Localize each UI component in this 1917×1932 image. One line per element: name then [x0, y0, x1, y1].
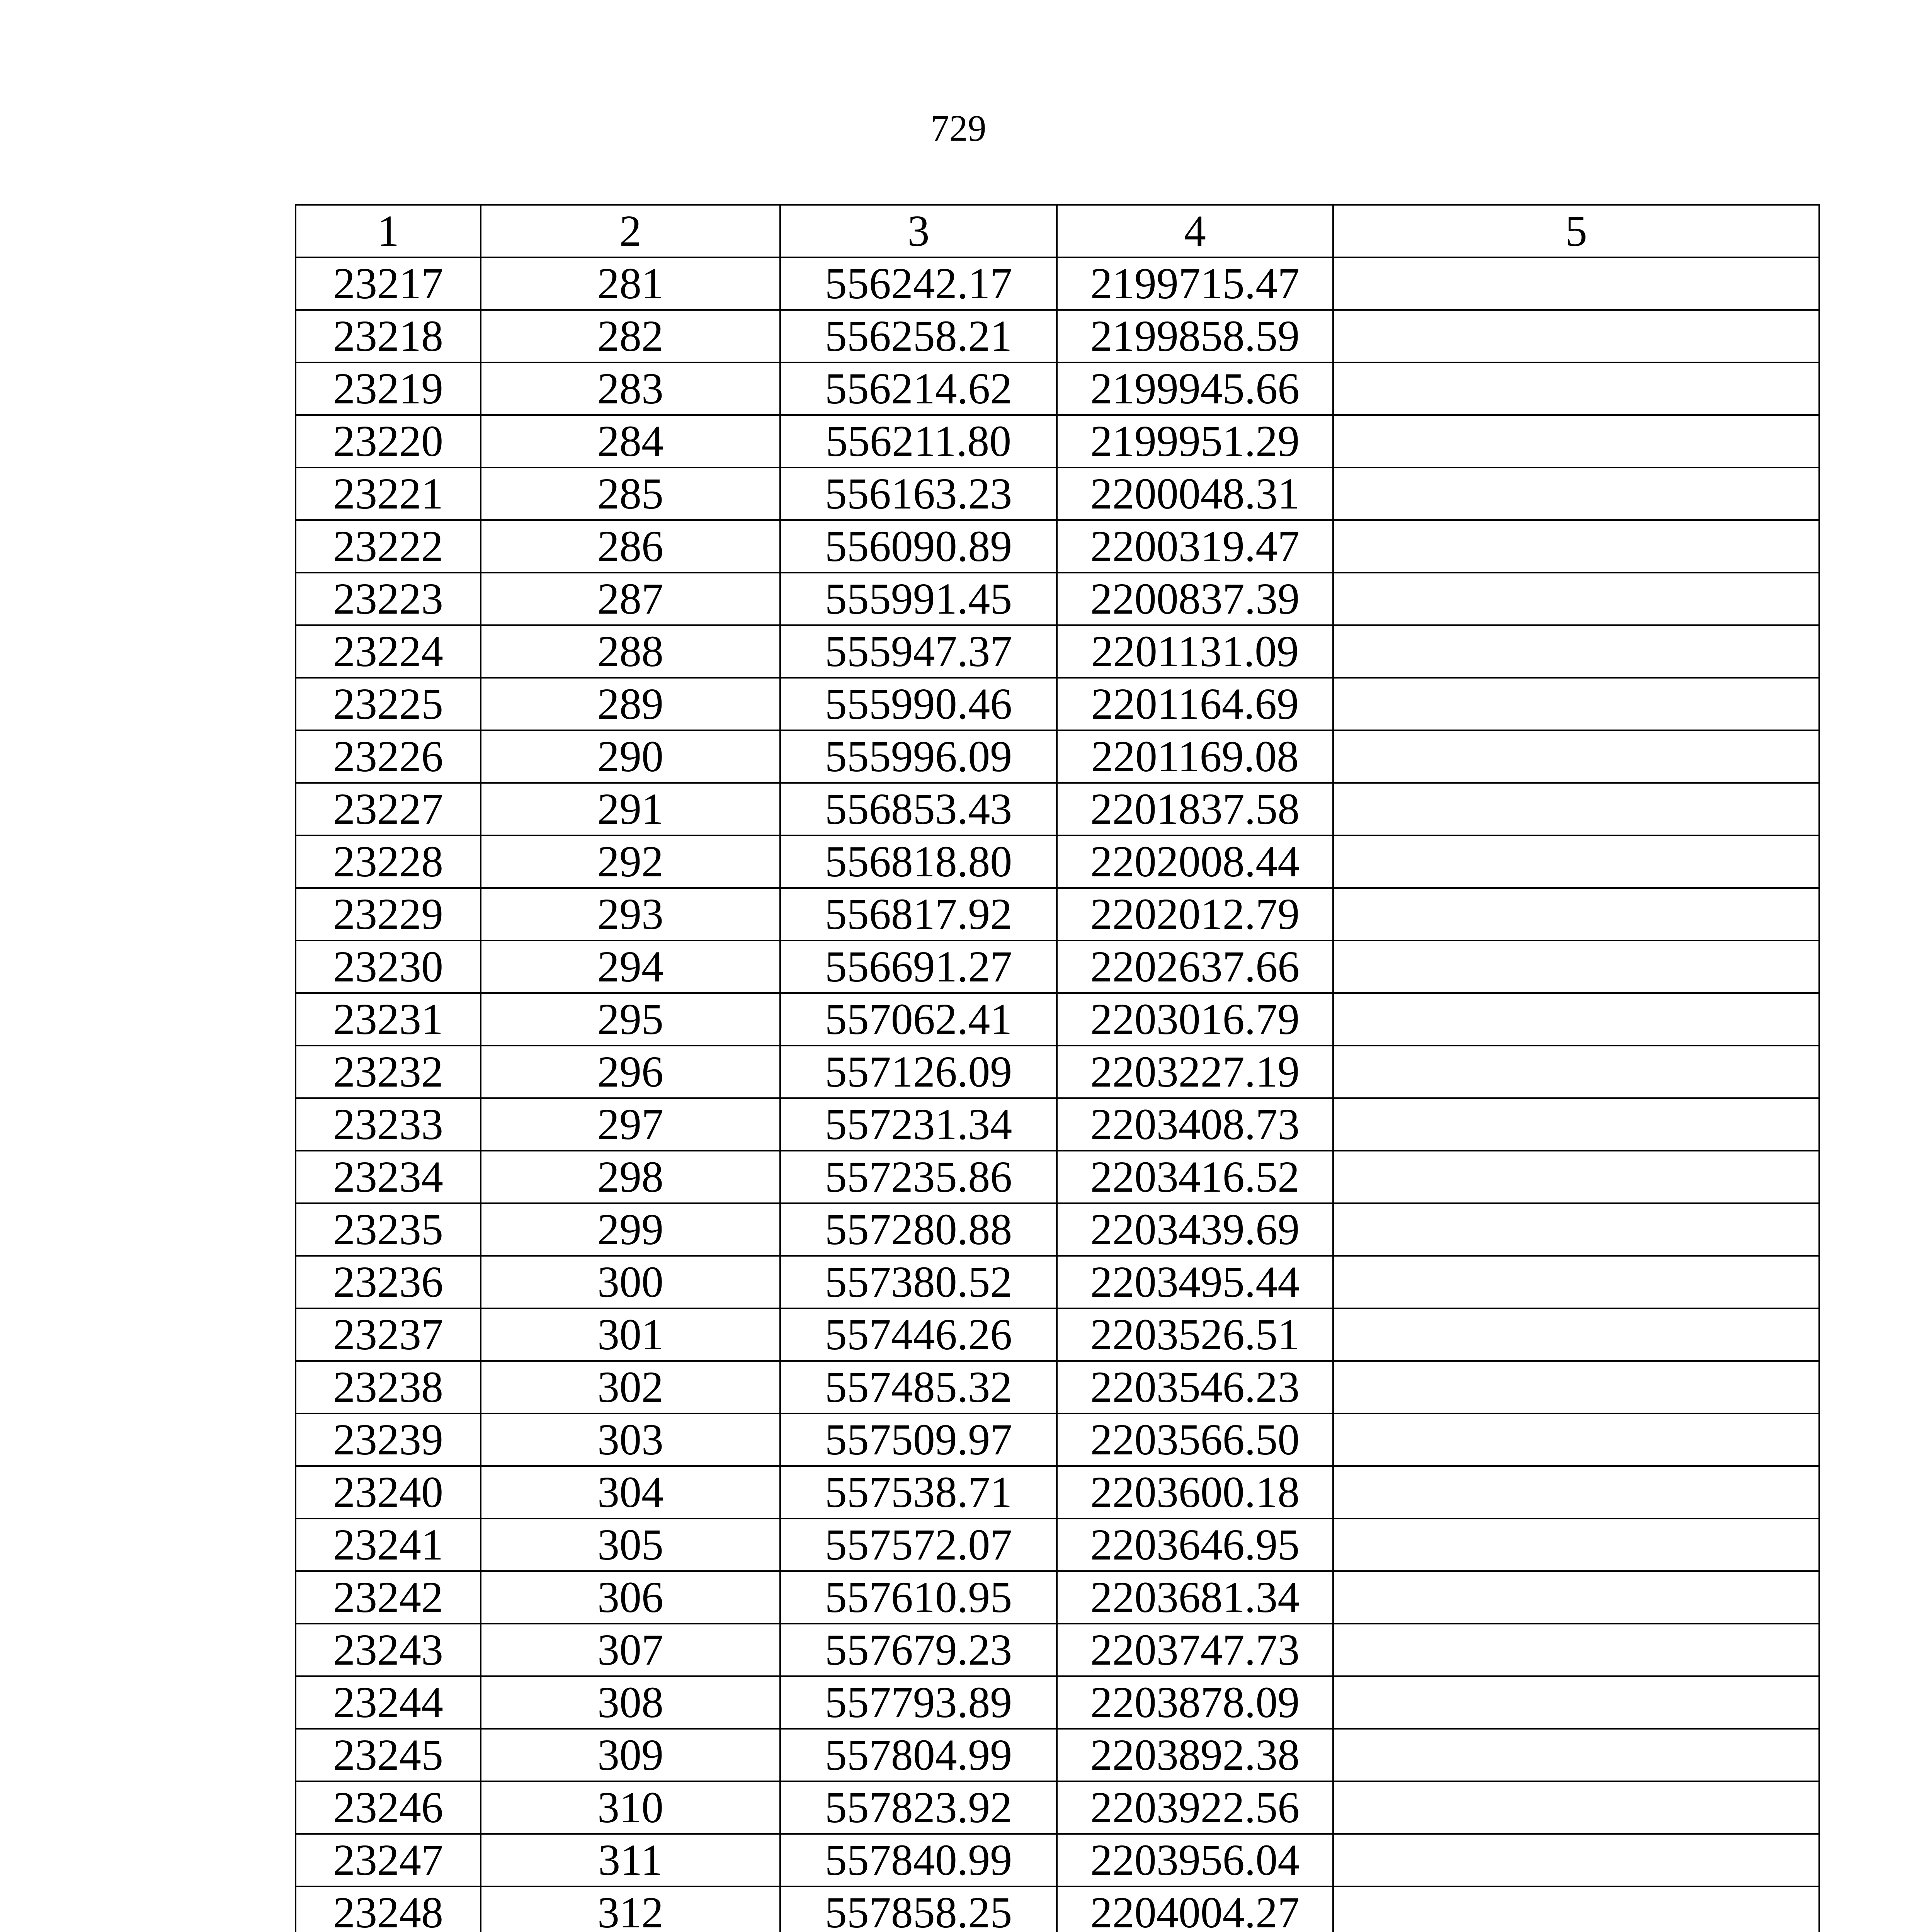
table-cell-col-5 — [1333, 678, 1819, 730]
table-cell-col-5 — [1333, 415, 1819, 468]
table-cell-col-2: 303 — [481, 1413, 780, 1466]
table-cell-col-3: 556853.43 — [780, 783, 1057, 835]
table-cell-col-5 — [1333, 1571, 1819, 1624]
table-cell-col-2: 297 — [481, 1098, 780, 1151]
table-row — [296, 1466, 1819, 1519]
table-cell-col-4: 2203495.44 — [1057, 1256, 1333, 1308]
table-cell-col-1: 23245 — [296, 1729, 481, 1781]
header-row — [296, 205, 1819, 257]
table-cell-col-4: 2203227.19 — [1057, 1046, 1333, 1098]
table-cell-col-1: 23244 — [296, 1676, 481, 1729]
table-cell-col-4: 2203439.69 — [1057, 1203, 1333, 1256]
table-cell-col-5 — [1333, 1203, 1819, 1256]
table-cell-col-5 — [1333, 257, 1819, 310]
table-cell-col-4: 2199945.66 — [1057, 362, 1333, 415]
table-cell-col-5 — [1333, 993, 1819, 1046]
table-cell-col-3: 557231.34 — [780, 1098, 1057, 1151]
table-row — [296, 1256, 1819, 1308]
table-cell-col-3: 557823.92 — [780, 1781, 1057, 1834]
table-cell-col-3: 557280.88 — [780, 1203, 1057, 1256]
table-cell-col-5 — [1333, 1308, 1819, 1361]
table-cell-col-1: 23230 — [296, 940, 481, 993]
table-cell-col-3: 557858.25 — [780, 1886, 1057, 1932]
table-row — [296, 310, 1819, 362]
table-row — [296, 1676, 1819, 1729]
table-cell-col-1: 23246 — [296, 1781, 481, 1834]
table-cell-col-4: 2203566.50 — [1057, 1413, 1333, 1466]
table-cell-col-3: 556817.92 — [780, 888, 1057, 940]
table-cell-col-2: 291 — [481, 783, 780, 835]
table-cell-col-5 — [1333, 1046, 1819, 1098]
table-cell-col-2: 295 — [481, 993, 780, 1046]
table-cell-col-4: 2203526.51 — [1057, 1308, 1333, 1361]
column-header-3: 3 — [780, 205, 1057, 257]
table-cell-col-5 — [1333, 310, 1819, 362]
table-cell-col-2: 292 — [481, 835, 780, 888]
table-row — [296, 1519, 1819, 1571]
table-cell-col-2: 294 — [481, 940, 780, 993]
table-cell-col-2: 296 — [481, 1046, 780, 1098]
table-row — [296, 1151, 1819, 1203]
table-cell-col-3: 557538.71 — [780, 1466, 1057, 1519]
table-cell-col-1: 23237 — [296, 1308, 481, 1361]
table-row — [296, 1781, 1819, 1834]
table-cell-col-1: 23231 — [296, 993, 481, 1046]
column-header-4: 4 — [1057, 205, 1333, 257]
table-cell-col-2: 312 — [481, 1886, 780, 1932]
table-cell-col-3: 556258.21 — [780, 310, 1057, 362]
table-cell-col-3: 557062.41 — [780, 993, 1057, 1046]
table-body — [296, 257, 1819, 1932]
table-cell-col-4: 2203922.56 — [1057, 1781, 1333, 1834]
table-cell-col-1: 23239 — [296, 1413, 481, 1466]
table-cell-col-5 — [1333, 730, 1819, 783]
table-cell-col-5 — [1333, 1781, 1819, 1834]
table-cell-col-4: 2201169.08 — [1057, 730, 1333, 783]
column-header-5: 5 — [1333, 205, 1819, 257]
table-cell-col-5 — [1333, 573, 1819, 625]
table-row — [296, 993, 1819, 1046]
table-cell-col-4: 2199951.29 — [1057, 415, 1333, 468]
table-row — [296, 1203, 1819, 1256]
table-row — [296, 940, 1819, 993]
table-cell-col-3: 555996.09 — [780, 730, 1057, 783]
table-cell-col-3: 555991.45 — [780, 573, 1057, 625]
table-cell-col-5 — [1333, 888, 1819, 940]
table-cell-col-2: 286 — [481, 520, 780, 573]
table-header — [296, 205, 1819, 257]
table-cell-col-3: 556242.17 — [780, 257, 1057, 310]
table-row — [296, 573, 1819, 625]
table-cell-col-1: 23223 — [296, 573, 481, 625]
table-cell-col-5 — [1333, 1519, 1819, 1571]
table-cell-col-4: 2204004.27 — [1057, 1886, 1333, 1932]
table-cell-col-5 — [1333, 1729, 1819, 1781]
table-cell-col-1: 23217 — [296, 257, 481, 310]
table-cell-col-1: 23221 — [296, 468, 481, 520]
table-cell-col-3: 556691.27 — [780, 940, 1057, 993]
table-row — [296, 625, 1819, 678]
table-cell-col-5 — [1333, 1834, 1819, 1886]
table-cell-col-2: 301 — [481, 1308, 780, 1361]
table-cell-col-3: 557485.32 — [780, 1361, 1057, 1413]
table-row — [296, 1834, 1819, 1886]
table-cell-col-5 — [1333, 1886, 1819, 1932]
table-cell-col-2: 298 — [481, 1151, 780, 1203]
table-row — [296, 730, 1819, 783]
coordinates-table — [295, 204, 1820, 1932]
table-cell-col-1: 23242 — [296, 1571, 481, 1624]
table-cell-col-4: 2203016.79 — [1057, 993, 1333, 1046]
table-cell-col-5 — [1333, 520, 1819, 573]
table-cell-col-4: 2202637.66 — [1057, 940, 1333, 993]
table-cell-col-5 — [1333, 940, 1819, 993]
table-cell-col-4: 2203416.52 — [1057, 1151, 1333, 1203]
table-cell-col-2: 287 — [481, 573, 780, 625]
table-cell-col-1: 23234 — [296, 1151, 481, 1203]
table-cell-col-1: 23236 — [296, 1256, 481, 1308]
table-cell-col-3: 557235.86 — [780, 1151, 1057, 1203]
table-cell-col-5 — [1333, 1676, 1819, 1729]
table-cell-col-3: 556090.89 — [780, 520, 1057, 573]
table-cell-col-5 — [1333, 468, 1819, 520]
table-cell-col-1: 23233 — [296, 1098, 481, 1151]
table-row — [296, 888, 1819, 940]
table-cell-col-4: 2203747.73 — [1057, 1624, 1333, 1676]
table-cell-col-4: 2201164.69 — [1057, 678, 1333, 730]
table-cell-col-3: 555990.46 — [780, 678, 1057, 730]
table-cell-col-1: 23219 — [296, 362, 481, 415]
table-cell-col-2: 311 — [481, 1834, 780, 1886]
table-cell-col-1: 23228 — [296, 835, 481, 888]
table-row — [296, 362, 1819, 415]
table-cell-col-3: 556214.62 — [780, 362, 1057, 415]
table-cell-col-3: 557572.07 — [780, 1519, 1057, 1571]
column-header-1: 1 — [296, 205, 481, 257]
table-cell-col-5 — [1333, 1413, 1819, 1466]
table-row — [296, 468, 1819, 520]
table-cell-col-2: 289 — [481, 678, 780, 730]
table-cell-col-3: 557804.99 — [780, 1729, 1057, 1781]
table-cell-col-2: 293 — [481, 888, 780, 940]
table-cell-col-3: 557610.95 — [780, 1571, 1057, 1624]
table-cell-col-1: 23227 — [296, 783, 481, 835]
table-cell-col-3: 555947.37 — [780, 625, 1057, 678]
table-cell-col-5 — [1333, 1151, 1819, 1203]
column-header-2: 2 — [481, 205, 780, 257]
table-row — [296, 1886, 1819, 1932]
table-cell-col-3: 557446.26 — [780, 1308, 1057, 1361]
table-cell-col-5 — [1333, 625, 1819, 678]
table-cell-col-1: 23224 — [296, 625, 481, 678]
table-cell-col-1: 23248 — [296, 1886, 481, 1932]
table-cell-col-5 — [1333, 1256, 1819, 1308]
table-row — [296, 1413, 1819, 1466]
table-cell-col-4: 2200837.39 — [1057, 573, 1333, 625]
table-cell-col-2: 300 — [481, 1256, 780, 1308]
table-cell-col-4: 2203646.95 — [1057, 1519, 1333, 1571]
table-cell-col-2: 306 — [481, 1571, 780, 1624]
table-cell-col-2: 309 — [481, 1729, 780, 1781]
table-cell-col-1: 23218 — [296, 310, 481, 362]
table-cell-col-3: 556211.80 — [780, 415, 1057, 468]
table-cell-col-1: 23240 — [296, 1466, 481, 1519]
table-cell-col-1: 23243 — [296, 1624, 481, 1676]
table-cell-col-4: 2202008.44 — [1057, 835, 1333, 888]
table-cell-col-3: 557793.89 — [780, 1676, 1057, 1729]
table-cell-col-4: 2203878.09 — [1057, 1676, 1333, 1729]
table-row — [296, 1361, 1819, 1413]
table-cell-col-1: 23226 — [296, 730, 481, 783]
table-cell-col-2: 307 — [481, 1624, 780, 1676]
table-cell-col-4: 2199715.47 — [1057, 257, 1333, 310]
table-cell-col-2: 305 — [481, 1519, 780, 1571]
table-cell-col-1: 23235 — [296, 1203, 481, 1256]
table-row — [296, 1308, 1819, 1361]
table-cell-col-4: 2203956.04 — [1057, 1834, 1333, 1886]
table-cell-col-3: 557380.52 — [780, 1256, 1057, 1308]
table-cell-col-5 — [1333, 783, 1819, 835]
table-cell-col-4: 2200319.47 — [1057, 520, 1333, 573]
table-cell-col-2: 299 — [481, 1203, 780, 1256]
table-cell-col-5 — [1333, 835, 1819, 888]
table-cell-col-2: 302 — [481, 1361, 780, 1413]
table-row — [296, 1098, 1819, 1151]
table-cell-col-4: 2201837.58 — [1057, 783, 1333, 835]
table-cell-col-3: 557679.23 — [780, 1624, 1057, 1676]
table-cell-col-1: 23238 — [296, 1361, 481, 1413]
table-cell-col-4: 2202012.79 — [1057, 888, 1333, 940]
table-cell-col-1: 23232 — [296, 1046, 481, 1098]
table-cell-col-4: 2203681.34 — [1057, 1571, 1333, 1624]
table-cell-col-2: 283 — [481, 362, 780, 415]
table-cell-col-3: 556163.23 — [780, 468, 1057, 520]
table-row — [296, 415, 1819, 468]
table-cell-col-3: 557126.09 — [780, 1046, 1057, 1098]
table-row — [296, 257, 1819, 310]
table-cell-col-4: 2203408.73 — [1057, 1098, 1333, 1151]
table-cell-col-5 — [1333, 1624, 1819, 1676]
table-cell-col-1: 23222 — [296, 520, 481, 573]
table-cell-col-3: 557509.97 — [780, 1413, 1057, 1466]
table-cell-col-2: 288 — [481, 625, 780, 678]
table-cell-col-2: 310 — [481, 1781, 780, 1834]
table-cell-col-1: 23247 — [296, 1834, 481, 1886]
table-cell-col-4: 2199858.59 — [1057, 310, 1333, 362]
table-cell-col-2: 285 — [481, 468, 780, 520]
table-cell-col-1: 23225 — [296, 678, 481, 730]
table-cell-col-1: 23229 — [296, 888, 481, 940]
table-cell-col-4: 2203600.18 — [1057, 1466, 1333, 1519]
table-cell-col-5 — [1333, 1098, 1819, 1151]
table-cell-col-2: 281 — [481, 257, 780, 310]
table-cell-col-2: 284 — [481, 415, 780, 468]
table-cell-col-5 — [1333, 1361, 1819, 1413]
table-cell-col-1: 23220 — [296, 415, 481, 468]
table-cell-col-5 — [1333, 1466, 1819, 1519]
table-cell-col-4: 2203892.38 — [1057, 1729, 1333, 1781]
table-cell-col-4: 2200048.31 — [1057, 468, 1333, 520]
table-cell-col-2: 282 — [481, 310, 780, 362]
table-row — [296, 1571, 1819, 1624]
table-row — [296, 1729, 1819, 1781]
table-cell-col-5 — [1333, 362, 1819, 415]
table-cell-col-2: 304 — [481, 1466, 780, 1519]
table-cell-col-2: 308 — [481, 1676, 780, 1729]
table-row — [296, 1046, 1819, 1098]
table-row — [296, 835, 1819, 888]
table-cell-col-3: 556818.80 — [780, 835, 1057, 888]
table-cell-col-4: 2203546.23 — [1057, 1361, 1333, 1413]
table-row — [296, 678, 1819, 730]
page-number: 729 — [930, 107, 987, 149]
table-row — [296, 1624, 1819, 1676]
table-cell-col-2: 290 — [481, 730, 780, 783]
table-cell-col-4: 2201131.09 — [1057, 625, 1333, 678]
table-cell-col-1: 23241 — [296, 1519, 481, 1571]
table-row — [296, 783, 1819, 835]
table-row — [296, 520, 1819, 573]
table-cell-col-3: 557840.99 — [780, 1834, 1057, 1886]
